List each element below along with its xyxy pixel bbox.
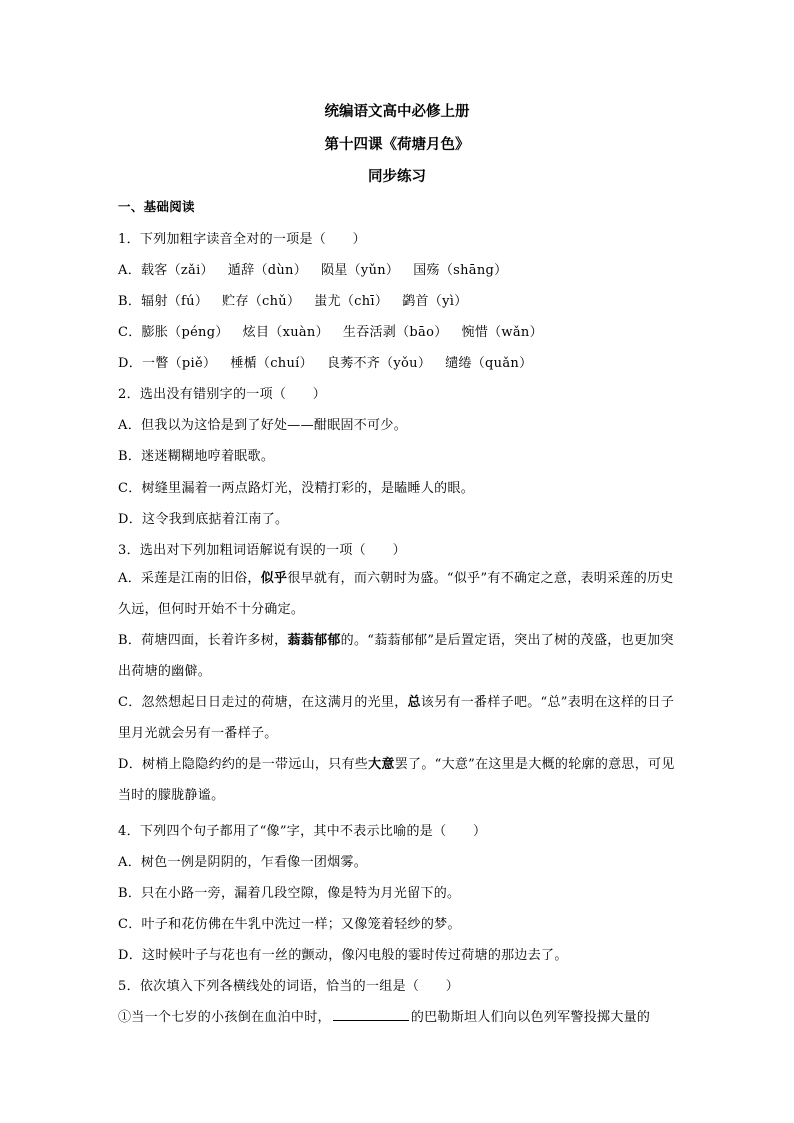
answer-blank[interactable]: [333, 1008, 409, 1021]
q4-option-c: C．叶子和花仿佛在牛乳中洗过一样；又像笼着轻纱的梦。: [118, 917, 461, 932]
q5-stem: 5．依次填入下列各横线处的词语，恰当的一组是（ ）: [118, 979, 460, 994]
section-heading: 一、基础阅读: [118, 199, 195, 214]
bold-term: 似乎: [260, 571, 288, 586]
bold-term: 大意: [368, 757, 395, 772]
q4-option-d: D．这时候叶子与花也有一丝的颤动，像闪电般的霎时传过荷塘的那边去了。: [118, 948, 568, 963]
option-word: 良莠不齐（yǒu）: [326, 356, 432, 371]
option-word: 贮存（chǔ）: [222, 294, 301, 309]
q1-option-b: [118, 290, 482, 309]
option-word: 陨星（yǔn）: [321, 263, 400, 278]
option-word: 鹢首（yì）: [402, 294, 468, 309]
option-word: 蚩尤（chī）: [314, 294, 389, 309]
q4-option-b: B．只在小路一旁，漏着几段空隙，像是特为月光留下的。: [118, 886, 461, 901]
q1-option-a: [118, 259, 521, 278]
q1-option-c: [118, 321, 557, 340]
q2-option-d: D．这令我到底掂着江南了。: [118, 512, 289, 527]
q2-stem: 2．选出没有错别字的一项（ ）: [118, 387, 327, 402]
option-prefix: D．: [118, 356, 143, 371]
q5-sentence-1: ①当一个七岁的小孩倒在血泊中时， 的巴勒斯坦人们向以色列军警投掷大量的: [118, 1010, 651, 1025]
option-word: 炫目（xuàn）: [242, 325, 329, 340]
q2-option-a: A．但我以为这恰是到了好处——酣眠固不可少。: [118, 418, 407, 433]
bold-term: 蓊蓊郁郁: [287, 633, 341, 648]
bold-term: 总: [407, 695, 421, 710]
q3-option-c: C．忽然想起日日走过的荷塘，在这满月的光里，总该另有一番样子吧。“总”表明在这样的日子里月光就会另有一番样子。: [118, 695, 675, 741]
option-word: 国殇（shāng）: [413, 263, 508, 278]
practice-title: 同步练习: [368, 169, 426, 185]
option-word: 棰楯（chuí）: [230, 356, 313, 371]
option-word: 生吞活剥（bāo）: [342, 325, 448, 340]
q1-option-d: [118, 352, 546, 371]
option-word: 缱绻（quǎn）: [445, 356, 533, 371]
option-prefix: A．: [118, 263, 141, 278]
option-word: 载客（zǎi）: [141, 263, 214, 278]
option-prefix: B．: [118, 294, 142, 309]
option-word: 一瞥（piě）: [142, 356, 217, 371]
q4-option-a: A．树色一例是阴阴的，乍看像一团烟雾。: [118, 855, 368, 870]
option-word: 膨胀（péng）: [141, 325, 229, 340]
q3-option-b: B．荷塘四面，长着许多树，蓊蓊郁郁的。“蓊蓊郁郁”是后置定语，突出了树的茂盛，也更加突出荷塘的幽僻。: [118, 633, 674, 679]
option-word: 辐射（fú）: [141, 294, 209, 309]
book-title: 统编语文高中必修上册: [324, 104, 470, 120]
option-word: 遁辞（dùn）: [227, 263, 308, 278]
q3-option-d: D．树梢上隐隐约约的是一带远山，只有些大意罢了。“大意”在这里是大概的轮廓的意思，可见当时的朦胧静谧。: [118, 757, 675, 803]
option-word: 惋惜（wǎn）: [461, 325, 543, 340]
q2-option-c: C．树缝里漏着一两点路灯光，没精打彩的，是瞌睡人的眼。: [118, 481, 475, 496]
lesson-title: 第十四课《荷塘月色》: [324, 137, 470, 153]
q2-option-b: B．迷迷糊糊地哼着眠歌。: [118, 449, 275, 464]
q4-stem: 4．下列四个句子都用了“像”字，其中不表示比喻的是（ ）: [118, 824, 487, 839]
option-prefix: C．: [118, 325, 142, 340]
q1-stem: 1．下列加粗字读音全对的一项是（ ）: [118, 232, 366, 247]
q3-stem: 3．选出对下列加粗词语解说有误的一项（ ）: [118, 543, 406, 558]
q3-option-a: A．采莲是江南的旧俗，似乎很早就有，而六朝时为盛。“似乎”有不确定之意，表明采莲的历史久远，但何时开始不十分确定。: [118, 571, 674, 617]
